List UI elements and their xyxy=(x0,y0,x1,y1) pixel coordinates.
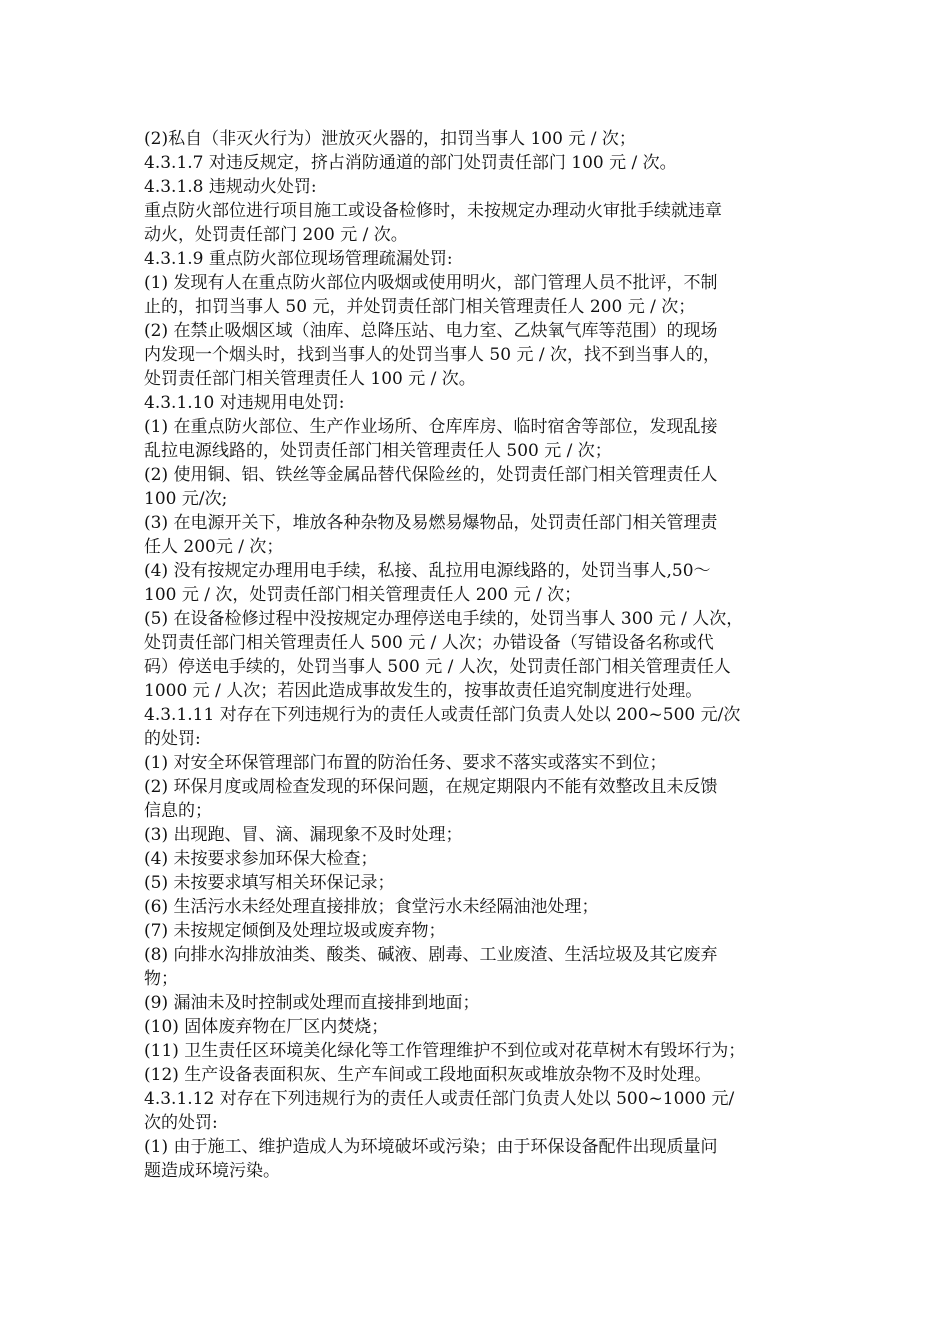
text-line: 的处罚: xyxy=(144,729,201,749)
document-body xyxy=(144,127,814,1183)
text-line: 次的处罚: xyxy=(144,1113,218,1133)
text-line: 1000 元 / 人次；若因此造成事故发生的，按事故责任追究制度进行处理。 xyxy=(144,681,703,701)
text-line: 4.3.1.11 对存在下列违规行为的责任人或责任部门负责人处以 200~500 元/次 xyxy=(144,705,741,725)
text-line: 动火，处罚责任部门 200 元 / 次。 xyxy=(144,225,408,245)
text-line: (4) 没有按规定办理用电手续，私接、乱拉用电源线路的，处罚当事人,50～ xyxy=(144,561,711,581)
text-line: (2) 在禁止吸烟区域（油库、总降压站、电力室、乙炔氧气库等范围）的现场 xyxy=(144,321,718,341)
text-line: (6) 生活污水未经处理直接排放；食堂污水未经隔油池处理； xyxy=(144,897,599,917)
text-line: (2) 环保月度或周检查发现的环保问题，在规定期限内不能有效整改且未反馈 xyxy=(144,777,718,797)
text-line: (3) 在电源开关下，堆放各种杂物及易燃易爆物品，处罚责任部门相关管理责 xyxy=(144,513,718,533)
text-line: (2) 使用铜、铝、铁丝等金属品替代保险丝的，处罚责任部门相关管理责任人 xyxy=(144,465,718,485)
text-line: (3) 出现跑、冒、滴、漏现象不及时处理； xyxy=(144,825,463,845)
text-line: 题造成环境污染。 xyxy=(144,1161,280,1181)
text-line: 信息的； xyxy=(144,801,212,821)
text-line: (8) 向排水沟排放油类、酸类、碱液、剧毒、工业废渣、生活垃圾及其它废弃 xyxy=(144,945,718,965)
text-line: 处罚责任部门相关管理责任人 100 元 / 次。 xyxy=(144,369,476,389)
text-line: 乱拉电源线路的，处罚责任部门相关管理责任人 500 元 / 次； xyxy=(144,441,612,461)
text-line: 重点防火部位进行项目施工或设备检修时，未按规定办理动火审批手续就违章 xyxy=(144,201,722,221)
text-line: 4.3.1.7 对违反规定，挤占消防通道的部门处罚责任部门 100 元 / 次。 xyxy=(144,153,677,173)
text-line: (12) 生产设备表面积灰、生产车间或工段地面积灰或堆放杂物不及时处理。 xyxy=(144,1065,712,1085)
text-line: 100 元/次; xyxy=(144,489,228,509)
text-line: 码）停送电手续的，处罚当事人 500 元 / 人次，处罚责任部门相关管理责任人 xyxy=(144,657,731,677)
text-line: (5) 在设备检修过程中没按规定办理停送电手续的，处罚当事人 300 元 / 人次， xyxy=(144,609,744,629)
text-line: (2)私自（非灭火行为）泄放灭火器的，扣罚当事人 100 元 / 次； xyxy=(144,129,636,149)
text-line: (9) 漏油未及时控制或处理而直接排到地面； xyxy=(144,993,480,1013)
text-line: 4.3.1.10 对违规用电处罚: xyxy=(144,393,345,413)
text-line: (5) 未按要求填写相关环保记录； xyxy=(144,873,395,893)
text-line: (4) 未按要求参加环保大检查； xyxy=(144,849,378,869)
text-line: (10) 固体废弃物在厂区内焚烧； xyxy=(144,1017,389,1037)
text-line: 4.3.1.12 对存在下列违规行为的责任人或责任部门负责人处以 500~1000 元/ xyxy=(144,1089,735,1109)
text-line: (1) 由于施工、维护造成人为环境破坏或污染；由于环保设备配件出现质量问 xyxy=(144,1137,718,1157)
text-line: 处罚责任部门相关管理责任人 500 元 / 人次；办错设备（写错设备名称或代 xyxy=(144,633,714,653)
text-line: 4.3.1.9 重点防火部位现场管理疏漏处罚: xyxy=(144,249,453,269)
text-line: 内发现一个烟头时，找到当事人的处罚当事人 50 元 / 次，找不到当事人的， xyxy=(144,345,720,365)
text-line: 100 元 / 次，处罚责任部门相关管理责任人 200 元 / 次； xyxy=(144,585,582,605)
text-line: (7) 未按规定倾倒及处理垃圾或废弃物； xyxy=(144,921,446,941)
text-line: (1) 对安全环保管理部门布置的防治任务、要求不落实或落实不到位； xyxy=(144,753,667,773)
text-line: 任人 200元 / 次； xyxy=(144,537,284,557)
text-line: (11) 卫生责任区环境美化绿化等工作管理维护不到位或对花草树木有毁坏行为； xyxy=(144,1041,746,1061)
text-line: (1) 发现有人在重点防火部位内吸烟或使用明火，部门管理人员不批评，不制 xyxy=(144,273,718,293)
text-line: 4.3.1.8 违规动火处罚: xyxy=(144,177,317,197)
text-line: (1) 在重点防火部位、生产作业场所、仓库库房、临时宿舍等部位，发现乱接 xyxy=(144,417,718,437)
text-line: 物； xyxy=(144,969,178,989)
text-line: 止的，扣罚当事人 50 元，并处罚责任部门相关管理责任人 200 元 / 次； xyxy=(144,297,696,317)
